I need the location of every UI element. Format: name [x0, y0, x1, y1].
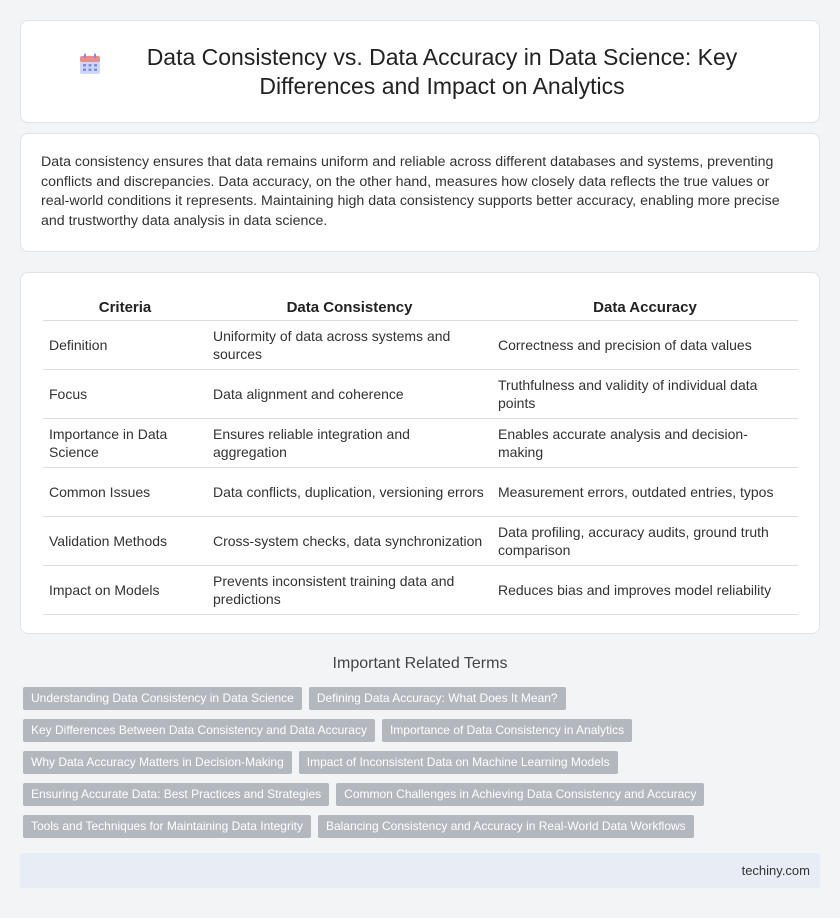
related-term-tag[interactable]: Tools and Techniques for Maintaining Data Integrity [23, 815, 311, 838]
table-row [43, 321, 798, 370]
related-term-tag[interactable]: Common Challenges in Achieving Data Consistency and Accuracy [336, 783, 704, 806]
calendar-icon [78, 63, 122, 81]
table-cell: Importance in Data Science [43, 419, 207, 468]
table-row [43, 517, 798, 566]
table-row [43, 370, 798, 419]
table-cell: Data profiling, accuracy audits, ground truth comparison [492, 517, 798, 566]
related-term-tag[interactable]: Importance of Data Consistency in Analytics [382, 719, 632, 742]
related-term-tag[interactable]: Defining Data Accuracy: What Does It Mean? [309, 687, 566, 710]
footer [20, 853, 820, 888]
table-cell: Definition [43, 321, 207, 370]
table-row [43, 419, 798, 468]
related-term-tag[interactable]: Understanding Data Consistency in Data Science [23, 687, 302, 710]
page-title: Data Consistency vs. Data Accuracy in Data Science: Key Differences and Impact on Analytics [146, 43, 738, 99]
column-header-data-consistency: Data Consistency [207, 293, 492, 321]
table-cell: Measurement errors, outdated entries, typos [492, 468, 798, 517]
comparison-table-card [20, 272, 820, 634]
table-cell: Impact on Models [43, 566, 207, 615]
column-header-data-accuracy: Data Accuracy [492, 293, 798, 321]
table-cell: Uniformity of data across systems and sources [207, 321, 492, 370]
column-header-criteria: Criteria [43, 293, 207, 321]
table-cell: Truthfulness and validity of individual data points [492, 370, 798, 419]
table-cell: Enables accurate analysis and decision-making [492, 419, 798, 468]
related-term-tag[interactable]: Key Differences Between Data Consistency and Data Accuracy [23, 719, 375, 742]
related-term-tag[interactable]: Balancing Consistency and Accuracy in Real-World Data Workflows [318, 815, 694, 838]
table-row [43, 468, 798, 517]
comparison-table [43, 293, 798, 615]
table-cell: Validation Methods [43, 517, 207, 566]
intro-card [20, 133, 820, 252]
table-row [43, 566, 798, 615]
header-card [20, 20, 820, 123]
table-cell: Common Issues [43, 468, 207, 517]
table-header-row [43, 293, 798, 321]
related-terms-heading: Important Related Terms [332, 655, 508, 672]
table-cell: Reduces bias and improves model reliability [492, 566, 798, 615]
table-cell: Correctness and precision of data values [492, 321, 798, 370]
table-cell: Prevents inconsistent training data and predictions [207, 566, 492, 615]
table-cell: Data conflicts, duplication, versioning errors [207, 468, 492, 517]
table-cell: Data alignment and coherence [207, 370, 492, 419]
table-cell: Ensures reliable integration and aggregation [207, 419, 492, 468]
table-cell: Focus [43, 370, 207, 419]
related-terms-list [23, 687, 813, 838]
related-term-tag[interactable]: Why Data Accuracy Matters in Decision-Making [23, 751, 292, 774]
table-cell: Cross-system checks, data synchronization [207, 517, 492, 566]
intro-paragraph: Data consistency ensures that data remains uniform and reliable across different databases and systems, preventing conflicts and discrepancies. Data accuracy, on the other hand, measures how closely data reflects the true values or real-world conditions it represents. Maintaining high data consistency supports better accuracy, enabling more precise and trustworthy data analysis in data science. [41, 154, 780, 229]
footer-site-link[interactable]: techiny.com [741, 863, 810, 878]
related-term-tag[interactable]: Ensuring Accurate Data: Best Practices and Strategies [23, 783, 329, 806]
related-term-tag[interactable]: Impact of Inconsistent Data on Machine Learning Models [299, 751, 618, 774]
